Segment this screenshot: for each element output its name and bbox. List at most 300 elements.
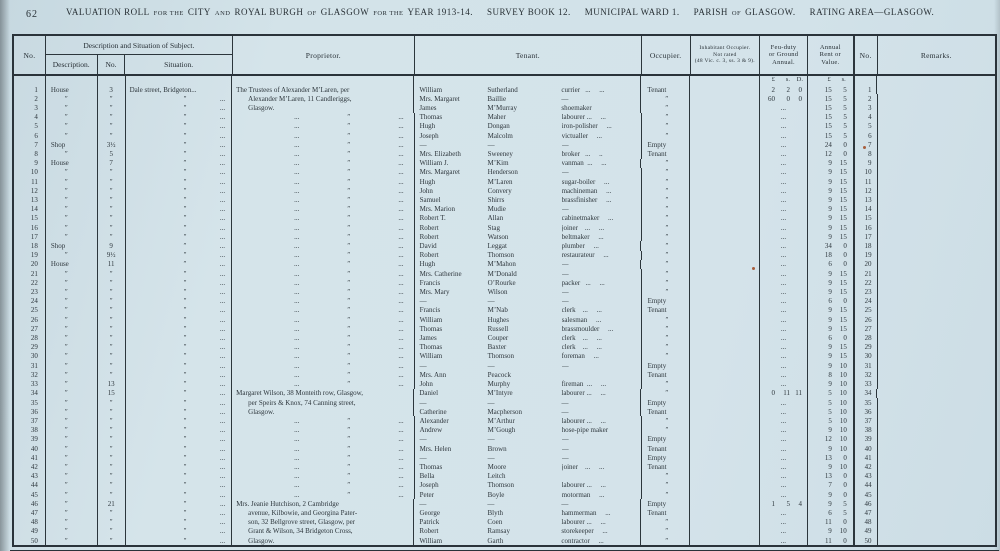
cell-situation-number: ″ xyxy=(98,435,126,444)
cell-annual-rent xyxy=(808,131,855,140)
cell-situation xyxy=(126,186,233,195)
cell-entry-no: 36 xyxy=(855,407,878,416)
cell-situation xyxy=(126,490,233,499)
cell-annual-rent xyxy=(808,416,855,425)
col-group-description-situation xyxy=(46,36,233,74)
table-row xyxy=(14,389,995,398)
cell-feu-duty: ... xyxy=(760,113,808,122)
ditto-mark: ″ xyxy=(183,306,187,315)
ditto-mark: ″ xyxy=(183,481,187,490)
rent-value: 9 xyxy=(828,324,832,333)
dot-leader: ... xyxy=(219,223,226,232)
ditto-mark: ″ xyxy=(183,315,187,324)
cell-situation-number: ″ xyxy=(98,214,126,223)
rent-value: 13 xyxy=(824,453,832,462)
tenant-surname: Baxter xyxy=(487,343,507,352)
cell-annual-rent xyxy=(808,232,855,241)
cell-entry-no: 21 xyxy=(855,269,878,278)
ditto-mark: ″ xyxy=(183,269,187,278)
cell-situation xyxy=(126,177,233,186)
cell-situation xyxy=(126,508,233,517)
tenant-surname: Watson xyxy=(487,232,509,241)
cell-inhabitant-occupier xyxy=(690,149,760,158)
dot-leader: ... xyxy=(219,315,226,324)
cell-description: ″ xyxy=(46,462,98,471)
cell-situation-number: ″ xyxy=(98,205,126,214)
ditto-mark: ″ xyxy=(183,297,187,306)
cell-inhabitant-occupier xyxy=(690,186,760,195)
cell-no: 35 xyxy=(14,398,46,407)
cell-situation-number: ″ xyxy=(98,416,126,425)
cell-situation-number: 15 xyxy=(98,389,126,398)
dot-leader: ... xyxy=(398,315,404,324)
cell-tenant xyxy=(415,333,642,342)
table-body xyxy=(14,85,995,545)
cell-occupier: ″ xyxy=(642,113,691,122)
tenant-forename: John xyxy=(419,380,433,389)
cell-remarks xyxy=(878,508,995,517)
cell-inhabitant-occupier xyxy=(690,508,760,517)
rent-value: 10 xyxy=(839,389,847,398)
ditto-mark: ″ xyxy=(347,140,351,149)
cell-annual-rent xyxy=(808,426,855,435)
cell-tenant xyxy=(415,131,642,140)
cell-inhabitant-occupier xyxy=(690,361,760,370)
tenant-surname: M’Intyre xyxy=(487,389,513,398)
cell-situation xyxy=(126,149,233,158)
rent-value: 24 xyxy=(824,140,832,149)
cell-inhabitant-occupier xyxy=(690,278,760,287)
dot-leader: ... xyxy=(398,159,404,168)
cell-proprietor xyxy=(232,490,414,499)
cell-situation xyxy=(126,380,233,389)
cell-remarks xyxy=(878,472,995,481)
cell-feu-duty: ... xyxy=(760,343,808,352)
rent-value: 15 xyxy=(839,177,847,186)
dot-leader: ... xyxy=(219,150,226,159)
rent-value: 10 xyxy=(839,416,847,425)
cell-annual-rent xyxy=(808,186,855,195)
feu-header-line3: Annual. xyxy=(772,58,795,66)
dot-leader: ... xyxy=(294,416,300,425)
cell-no: 22 xyxy=(14,278,46,287)
cell-occupier: ″ xyxy=(642,352,691,361)
cell-description: ″ xyxy=(46,131,98,140)
cell-entry-no: 47 xyxy=(855,508,878,517)
cell-no: 14 xyxy=(14,205,46,214)
table-row xyxy=(14,140,995,149)
cell-entry-no: 50 xyxy=(855,536,878,545)
cell-entry-no: 5 xyxy=(855,122,878,131)
rent-value: 5 xyxy=(843,113,847,122)
tenant-forename: Mrs. Catherine xyxy=(419,269,462,278)
cell-occupier: ″ xyxy=(642,481,691,490)
dot-leader: ... xyxy=(219,536,226,545)
cell-proprietor: avenue, Kilbowie, and Georgina Pater- xyxy=(232,508,414,517)
cell-feu-duty: ... xyxy=(760,205,808,214)
tenant-surname: — xyxy=(487,140,495,149)
cell-remarks xyxy=(878,306,995,315)
cell-inhabitant-occupier xyxy=(690,518,760,527)
dot-leader: ... xyxy=(398,453,404,462)
cell-situation-number: ″ xyxy=(98,343,126,352)
dot-leader: ... xyxy=(398,435,404,444)
ditto-mark: ″ xyxy=(347,269,351,278)
cell-annual-rent xyxy=(808,352,855,361)
cell-description: ″ xyxy=(46,122,98,131)
rent-value: 5 xyxy=(843,508,847,517)
tenant-occupation: labourer ... ... xyxy=(561,518,606,527)
cell-tenant xyxy=(415,195,642,204)
cell-tenant xyxy=(415,297,642,306)
tenant-surname: Wilson xyxy=(487,288,508,297)
cell-tenant xyxy=(415,352,642,361)
tenant-occupation: motorman ... xyxy=(561,490,605,499)
cell-entry-no: 26 xyxy=(855,315,878,324)
cell-inhabitant-occupier xyxy=(690,168,760,177)
col-header-feu-duty xyxy=(760,36,808,74)
tenant-forename: Mrs. Helen xyxy=(419,444,452,453)
ditto-mark: ″ xyxy=(183,168,187,177)
cell-feu-duty: ... xyxy=(760,186,808,195)
cell-description: ″ xyxy=(46,481,98,490)
cell-proprietor: per Speirs & Knox, 74 Canning street, xyxy=(232,398,414,407)
cell-description: ″ xyxy=(46,380,98,389)
dot-leader: ... xyxy=(398,370,404,379)
cell-no: 13 xyxy=(14,195,46,204)
cell-entry-no: 28 xyxy=(855,333,878,342)
tenant-surname: Russell xyxy=(487,324,509,333)
cell-situation xyxy=(126,122,233,131)
feu-value: 11 xyxy=(795,389,802,398)
table-row xyxy=(14,131,995,140)
cell-entry-no: 12 xyxy=(855,186,878,195)
tenant-forename: Mrs. Ann xyxy=(419,370,447,379)
cell-proprietor xyxy=(232,278,414,287)
col-header-situation: Situation. xyxy=(164,60,194,70)
cell-remarks xyxy=(878,444,995,453)
feu-unit-pounds: £ xyxy=(771,76,775,83)
tenant-forename: Robert T. xyxy=(419,214,446,223)
dot-leader: ... xyxy=(219,527,226,536)
cell-description: ″ xyxy=(46,518,98,527)
ditto-mark: ″ xyxy=(183,462,187,471)
tenant-occupation: hose-pipe maker xyxy=(561,426,609,435)
cell-situation-number: ″ xyxy=(98,462,126,471)
dot-leader: ... xyxy=(219,389,226,398)
rent-value: 9 xyxy=(828,315,832,324)
tenant-forename: Alexander xyxy=(419,416,449,425)
cell-situation-number: ″ xyxy=(98,232,126,241)
cell-description: ″ xyxy=(46,407,98,416)
cell-proprietor xyxy=(232,113,414,122)
feu-header-line1: Feu-duty xyxy=(770,43,797,51)
cell-inhabitant-occupier xyxy=(690,324,760,333)
ditto-mark: ″ xyxy=(347,453,351,462)
cell-feu-duty: ... xyxy=(760,518,808,527)
dot-leader: ... xyxy=(294,481,300,490)
cell-entry-no: 44 xyxy=(855,481,878,490)
cell-feu-duty: ... xyxy=(760,260,808,269)
cell-proprietor xyxy=(232,260,414,269)
dot-leader: ... xyxy=(398,150,404,159)
cell-inhabitant-occupier xyxy=(690,352,760,361)
cell-situation xyxy=(126,499,233,508)
cell-situation-number: 5 xyxy=(98,149,126,158)
cell-entry-no: 25 xyxy=(855,306,878,315)
tenant-forename: William J. xyxy=(419,159,449,168)
cell-annual-rent xyxy=(808,251,855,260)
cell-situation-number: 21 xyxy=(98,499,126,508)
table-row xyxy=(14,370,995,379)
ditto-mark: ″ xyxy=(347,297,351,306)
cell-no: 42 xyxy=(14,462,46,471)
tenant-occupation: contractor ... xyxy=(561,536,604,545)
rent-value: 0 xyxy=(843,481,847,490)
ditto-mark: ″ xyxy=(347,426,351,435)
rent-value: 10 xyxy=(839,426,847,435)
tenant-forename: Robert xyxy=(419,251,439,260)
cell-situation-number: ″ xyxy=(98,223,126,232)
cell-no: 16 xyxy=(14,223,46,232)
cell-feu-duty: ... xyxy=(760,297,808,306)
cell-no: 29 xyxy=(14,343,46,352)
cell-situation-number: ″ xyxy=(98,352,126,361)
feu-value: 2 xyxy=(771,85,775,94)
tenant-occupation: — xyxy=(561,269,569,278)
col-header-description: Description. xyxy=(46,55,98,74)
cell-situation xyxy=(126,324,233,333)
tenant-forename: Robert xyxy=(419,527,439,536)
cell-situation-number: 3½ xyxy=(98,140,126,149)
tenant-forename: Robert xyxy=(419,232,439,241)
cell-situation xyxy=(126,94,233,103)
cell-situation xyxy=(126,518,233,527)
cell-remarks xyxy=(878,140,995,149)
rent-value: 7 xyxy=(828,481,832,490)
cell-proprietor xyxy=(232,195,414,204)
cell-entry-no: 8 xyxy=(855,149,878,158)
cell-inhabitant-occupier xyxy=(690,315,760,324)
cell-situation-number: ″ xyxy=(98,287,126,296)
cell-proprietor: Mrs. Jeanie Hutchison, 2 Cambridge xyxy=(232,499,414,508)
tenant-forename: Francis xyxy=(419,306,441,315)
dot-leader: ... xyxy=(219,380,226,389)
cell-remarks xyxy=(878,195,995,204)
cell-annual-rent xyxy=(808,343,855,352)
ditto-mark: ″ xyxy=(347,223,351,232)
table-row xyxy=(14,287,995,296)
dot-leader: ... xyxy=(294,426,300,435)
cell-tenant xyxy=(415,223,642,232)
rent-value: 34 xyxy=(824,242,832,251)
cell-occupier: ″ xyxy=(642,177,691,186)
cell-situation-number: ″ xyxy=(98,186,126,195)
cell-situation-number: ″ xyxy=(98,370,126,379)
cell-situation xyxy=(126,260,233,269)
tenant-occupation: sugar-boiler ... xyxy=(561,177,610,186)
cell-tenant xyxy=(414,407,641,416)
cell-no: 48 xyxy=(14,518,46,527)
ditto-mark: ″ xyxy=(347,205,351,214)
rent-value: 15 xyxy=(824,131,832,140)
cell-occupier: Tenant xyxy=(642,306,691,315)
cell-situation-number: ″ xyxy=(98,297,126,306)
cell-remarks xyxy=(877,85,995,94)
ditto-mark: ″ xyxy=(183,536,187,545)
cell-inhabitant-occupier xyxy=(690,407,760,416)
cell-entry-no: 37 xyxy=(855,416,878,425)
tenant-surname: Leggat xyxy=(487,242,507,251)
dot-leader: ... xyxy=(294,168,300,177)
title-segment: GLASGOW xyxy=(320,7,370,17)
dot-leader: ... xyxy=(294,278,300,287)
ditto-mark: ″ xyxy=(347,490,351,499)
table-row xyxy=(14,205,995,214)
cell-remarks xyxy=(878,278,995,287)
cell-feu-duty: ... xyxy=(760,269,808,278)
cell-feu-duty xyxy=(760,499,808,508)
rent-value: 5 xyxy=(828,398,832,407)
dot-leader: ... xyxy=(398,168,404,177)
feu-value: 1 xyxy=(771,499,775,508)
cell-tenant xyxy=(415,416,642,425)
cell-inhabitant-occupier xyxy=(690,205,760,214)
cell-occupier: Tenant xyxy=(642,149,691,158)
cell-description: ″ xyxy=(46,232,98,241)
dot-leader: ... xyxy=(294,315,300,324)
ditto-mark: ″ xyxy=(183,278,187,287)
cell-inhabitant-occupier xyxy=(690,416,760,425)
rent-value: 6 xyxy=(828,260,832,269)
rent-value: 15 xyxy=(839,186,847,195)
ditto-mark: ″ xyxy=(347,260,351,269)
dot-leader: ... xyxy=(398,205,404,214)
cell-entry-no: 11 xyxy=(855,177,878,186)
cell-remarks xyxy=(878,251,995,260)
table-row xyxy=(14,214,995,223)
tenant-occupation: — xyxy=(561,94,569,103)
ditto-mark: ″ xyxy=(347,196,351,205)
ditto-mark: ″ xyxy=(347,416,351,425)
rent-unit-pounds: £ xyxy=(827,76,831,83)
cell-situation xyxy=(126,223,233,232)
tenant-occupation: brassfinisher ... xyxy=(561,196,612,205)
cell-no: 23 xyxy=(14,287,46,296)
cell-occupier: ″ xyxy=(642,251,691,260)
cell-situation xyxy=(126,407,233,416)
cell-situation-number: 11 xyxy=(98,260,126,269)
rent-value: 15 xyxy=(839,214,847,223)
ditto-mark: ″ xyxy=(183,435,187,444)
cell-remarks xyxy=(878,416,995,425)
ditto-mark: ″ xyxy=(183,472,187,481)
cell-entry-no: 18 xyxy=(855,241,878,250)
cell-inhabitant-occupier xyxy=(690,426,760,435)
cell-annual-rent xyxy=(808,435,855,444)
cell-occupier: ″ xyxy=(642,205,691,214)
tenant-forename: Thomas xyxy=(419,343,443,352)
tenant-surname: — xyxy=(487,499,495,508)
rent-value: 5 xyxy=(843,499,847,508)
feu-unit-pence: D. xyxy=(796,76,803,83)
cell-situation-number: ″ xyxy=(98,508,126,517)
cell-feu-duty: ... xyxy=(760,490,808,499)
cell-inhabitant-occupier xyxy=(690,306,760,315)
tenant-forename: William xyxy=(419,85,443,94)
feu-unit-shillings: s. xyxy=(785,76,790,83)
tenant-forename: William xyxy=(419,352,443,361)
cell-proprietor: Glasgow. xyxy=(232,536,414,545)
cell-annual-rent xyxy=(808,490,855,499)
ditto-mark: ″ xyxy=(347,361,351,370)
cell-remarks xyxy=(878,103,995,112)
cell-situation xyxy=(126,159,233,168)
cell-remarks xyxy=(878,536,995,545)
rent-value: 9 xyxy=(828,269,832,278)
dot-leader: ... xyxy=(398,444,404,453)
cell-annual-rent xyxy=(808,214,855,223)
title-segment: PARISH xyxy=(693,7,728,17)
cell-feu-duty: ... xyxy=(760,426,808,435)
cell-situation xyxy=(126,352,233,361)
col-header-inhabitant-occupier xyxy=(691,36,761,74)
ditto-mark: ″ xyxy=(347,481,351,490)
tenant-occupation: storekeeper ... xyxy=(561,527,608,536)
cell-annual-rent xyxy=(808,103,855,112)
cell-entry-no: 39 xyxy=(855,435,878,444)
tenant-occupation: hammerman ... xyxy=(561,508,611,517)
table-row xyxy=(14,94,995,103)
tenant-occupation: labourer ... ... xyxy=(561,113,606,122)
dot-leader: ... xyxy=(398,186,404,195)
tenant-surname: Leitch xyxy=(487,472,506,481)
rent-value: 5 xyxy=(843,131,847,140)
tenant-occupation: salesman ... xyxy=(561,315,602,324)
cell-occupier: ″ xyxy=(641,159,690,168)
rent-value: 0 xyxy=(843,334,847,343)
cell-no: 28 xyxy=(14,333,46,342)
cell-description: ″ xyxy=(46,168,98,177)
cell-occupier: Empty xyxy=(641,398,690,407)
cell-description: ″ xyxy=(46,343,98,352)
ditto-mark: ″ xyxy=(183,159,187,168)
cell-remarks xyxy=(878,370,995,379)
cell-situation xyxy=(126,453,233,462)
tenant-surname: Peacock xyxy=(487,370,511,379)
cell-description: ″ xyxy=(46,287,98,296)
cell-tenant xyxy=(414,94,641,103)
cell-occupier: ″ xyxy=(642,490,691,499)
cell-annual-rent xyxy=(808,462,855,471)
tenant-occupation: brassmoulder ... xyxy=(561,324,614,333)
tenant-occupation: — xyxy=(561,168,569,177)
dot-leader: ... xyxy=(219,122,226,131)
cell-description: ″ xyxy=(46,251,98,260)
rent-value: 8 xyxy=(828,370,832,379)
tenant-forename: — xyxy=(419,297,427,306)
cell-remarks xyxy=(878,260,995,269)
cell-feu-duty: ... xyxy=(760,149,808,158)
feu-value: 5 xyxy=(786,499,790,508)
cell-inhabitant-occupier xyxy=(690,122,760,131)
dot-leader: ... xyxy=(398,361,404,370)
rent-value: 9 xyxy=(828,361,832,370)
cell-no: 1 xyxy=(14,85,46,94)
rent-value: 9 xyxy=(828,444,832,453)
cell-situation xyxy=(126,426,233,435)
cell-annual-rent xyxy=(808,113,855,122)
